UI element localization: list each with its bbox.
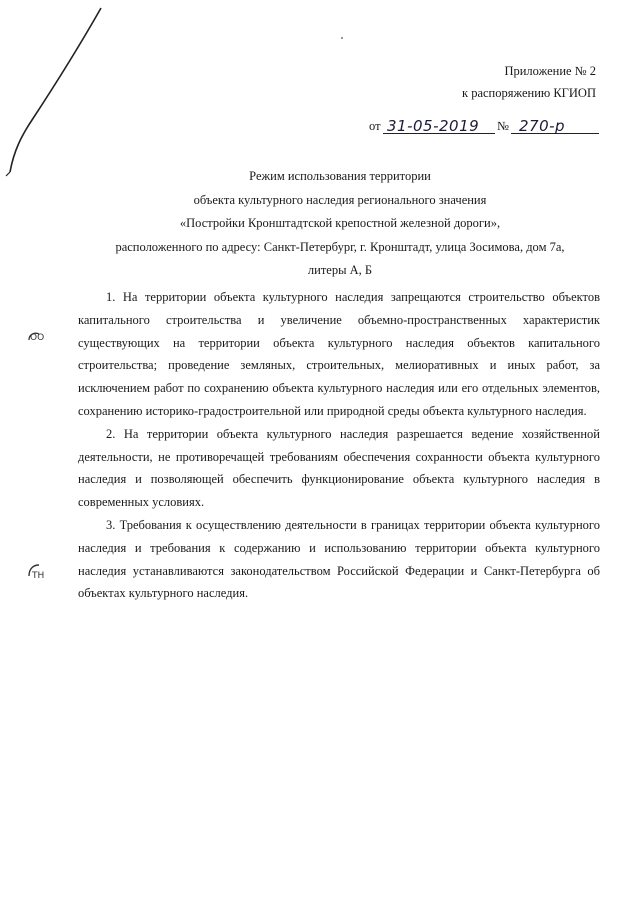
title-line-5: литеры А, Б: [307, 263, 373, 277]
margin-note-1-text: ОО: [30, 333, 45, 343]
document-title: [60, 165, 620, 283]
handwritten-date: 31-05-2019: [387, 117, 480, 135]
scan-speck: [341, 37, 343, 39]
appendix-reference: к распоряжению КГИОП: [462, 86, 596, 100]
number-label: №: [497, 119, 509, 133]
paragraph-2: 2. На территории объекта культурного наследия разрешается ведение хозяйственной деятельности, не противоречащей требованиям обеспечения сохранности объекта культурного наследия и позволяющей обеспечить функционирование объекта культурного наследия в современных условиях.: [78, 426, 600, 510]
handwritten-number: 270-р: [519, 117, 566, 135]
title-line-4: расположенного по адресу: Санкт-Петербург, г. Кронштадт, улица Зосимова, дом 7а,: [115, 239, 565, 254]
margin-note-2-text: ТН: [32, 571, 45, 581]
order-date-number-line: [369, 114, 599, 138]
paragraph-1: 1. На территории объекта культурного наследия запрещаются строительство объектов капитального строительства и увеличение объемно-пространственных характеристик существующих на территории объекта культурного наследия объектов капитального строительства; проведение земляных, строительных, мелиоративных и иных работ, за исключением работ по сохранению объекта культурного наследия или его отдельных элементов, сохранению историко-градостроительной или природной среды объекта культурного наследия.: [78, 290, 600, 418]
paragraph-3: 3. Требования к осуществлению деятельности в границах территории объекта культурного наследия и требования к содержанию и использованию территории объекта культурного наследия устанавливаются законодательством Российской Федерации и Санкт-Петербурга об объектах культурного наследия.: [78, 517, 600, 601]
title-line-2: объекта культурного наследия регионального значения: [193, 192, 487, 207]
appendix-number: Приложение № 2: [504, 64, 596, 78]
pen-stroke-mark: [0, 0, 120, 180]
appendix-header: [462, 60, 596, 104]
document-body: [78, 286, 600, 605]
margin-note-1: [26, 330, 52, 346]
margin-note-2: [26, 562, 52, 582]
title-line-3: «Постройки Кронштадтской крепостной железной дороги»,: [179, 216, 501, 230]
title-line-1: Режим использования территории: [249, 169, 431, 183]
from-label: от: [369, 119, 381, 133]
